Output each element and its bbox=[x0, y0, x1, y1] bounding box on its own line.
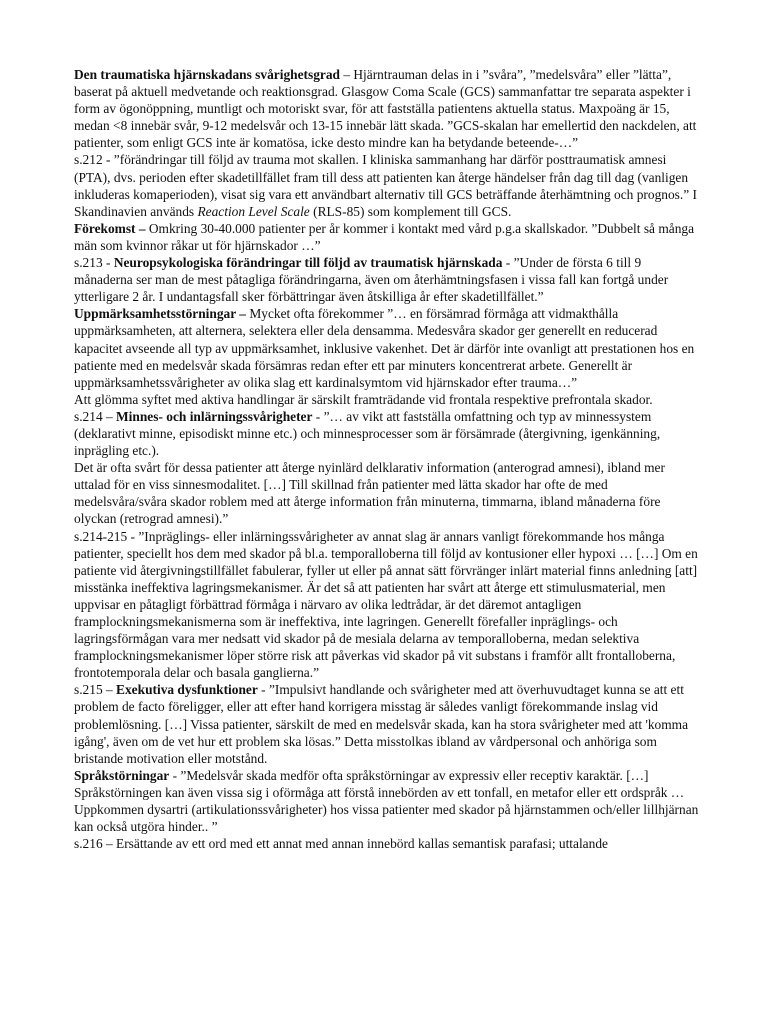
bold-heading-text: Uppmärksamhetsstörningar – bbox=[74, 306, 246, 322]
paragraph-p1 bbox=[74, 66, 699, 151]
paragraph-p8 bbox=[74, 459, 699, 527]
body-text: s.214 – bbox=[74, 408, 117, 424]
paragraph-p6 bbox=[74, 391, 699, 408]
body-text: Det är ofta svårt för dessa patienter att återge nyinlärd delklarativ information (anterograd amnesi), ibland mer uttalad för en viss sinnesmodalitet. […] Till skillnad från patienter med lätta skador har ofte de med medelsvåra/svåra skador roblem med att återge information från minuterna, timmarna, ibland månaderna före olyckan (retrograd amnesi).” bbox=[74, 460, 665, 527]
body-text: Att glömma syftet med aktiva handlingar är särskilt framträdande vid frontala respektive prefrontala skador. bbox=[74, 391, 653, 407]
body-text: - ”Medelsvår skada medför ofta språkstörningar av expressiv eller receptiv karaktär. […] Språkstörningen kan även vissa sig i oförmåga att förstå innebörden av ett tonfall, en metafor eller ett ordspråk … Uppkommen dysartri (artikulationssvårigheter) hos vissa patienter med skador på hjärnstammen och/eller lillhjärnan kan också utgöra hinder.. ” bbox=[74, 767, 699, 835]
paragraph-p7 bbox=[74, 408, 699, 459]
body-text: s.216 – Ersättande av ett ord med ett annat med annan innebörd kallas semantisk parafasi; uttalande bbox=[74, 836, 608, 852]
body-text: s.212 - ”förändringar till följd av trauma mot skallen. I kliniska sammanhang har därför posttraumatisk amnesi (PTA), dvs. perioden efter skadetillfället fram till dess att patienten kan återge händelser från dag till dag (vanligen inkluderas komaperioden), visat sig vara ett användbart alternativ till GCS beträffande återhämtning och prognos.” I Skandinavien används bbox=[74, 152, 697, 219]
body-text: - ”Impulsivt handlande och svårigheter med att överhuvudtaget kunna se att ett problem de facto föreligger, eller att efter hand korrigera misstag är således vanligt förekommande inslag vid problemlösning. […] Vissa patienter, särskilt de med en medelsvår skada, kan ha stora svårigheter med att 'komma igång', även om de vet hur ett problem ska lösas.” Detta misstolkas ibland av vårdpersonal och anhöriga som bristande motivation eller motstånd. bbox=[74, 682, 689, 766]
body-text: s.213 - bbox=[74, 255, 114, 271]
paragraph-p10 bbox=[74, 681, 699, 766]
paragraph-p11 bbox=[74, 767, 699, 835]
body-text: Omkring 30-40.000 patienter per år kommer i kontakt med vård p.g.a skallskador. ”Dubbelt så många män som kvinnor råkar ut för hjärnskador …” bbox=[74, 220, 695, 253]
bold-heading-text: Språkstörningar bbox=[74, 767, 170, 783]
body-text: – Hjärntrauman delas in i ”svåra”, ”medelsvåra” eller ”lätta”, baserat på aktuell medvetande och reaktionsgrad. Glasgow Coma Scale (GCS) sammanfattar tre separata aspekter i form av ögonöppning, muntligt och motoriskt svar, för att fastställa patientens aktuella status. Maxpoäng är 15, medan <8 innebär svår, 9-12 medelsvår och 13-15 innebär lätt skada. ”GCS-skalan har emellertid den nackdelen, att patienter, som enligt GCS inte är komatösa, icke desto mindre kan ha betydande beteende-…” bbox=[74, 67, 697, 151]
document-page bbox=[74, 66, 699, 852]
paragraph-p4 bbox=[74, 254, 699, 305]
bold-heading-text: Förekomst – bbox=[74, 220, 146, 236]
body-text: s.214-215 - ”Inpräglings- eller inlärningssvårigheter av annat slag är annars vanligt förekommande hos många patienter, speciellt hos dem med skador på bl.a. temporalloberna till följd av kontusioner eller hypoxi … […] Om en patiente vid återgivningstillfället fabulerar, fyller ut eller på annat sätt förvränger inlärt material finns anledning [att] misstänka ineffektiva lagringsmekanismer. Är det så att patienten har svårt att återge ett stimulusmaterial, men uppvisar en påtagligt förbättrad förmåga i närvaro av olika ledtrådar, är det däremot antagligen framplockningsmekanismerna som är ineffektiva, inte lagringen. Generellt förefaller inpräglings- och lagringsförmågan vara mer nedsatt vid skador på de mesiala delarna av temporalloberna, medan selektiva framplockningsmekanismer löper större risk att påverkas vid skador på vit substans i framför allt frontalloberna, frontotemporala delar och basala ganglierna.” bbox=[74, 528, 698, 681]
body-text: - ”… av vikt att fastställa omfattning och typ av minnessystem (deklarativt minne, episodiskt minne etc.) och minnesprocesser som är försämrade (återgivning, igenkänning, inprägling etc.). bbox=[74, 408, 661, 459]
body-text: Mycket ofta förekommer ”… en försämrad förmåga att vidmakthålla uppmärksamheten, att alternera, selektera eller dela densamma. Medesvåra skador ger generellt en reducerad kapacitet avseende all typ av uppmärksamhet, inklusive vakenhet. Det är därför inte ovanligt att prestationen hos en patiente med en medelsvår skada försämras redan efter ett par minuters koncentrerat arbete. Generellt är uppmärksamhetssvårigheter av olika slag ett kardinalsymtom vid hjärnskador efter trauma…” bbox=[74, 306, 695, 390]
bold-heading-text: Minnes- och inlärningssvårigheter bbox=[116, 408, 313, 424]
body-text: s.215 – bbox=[74, 682, 117, 698]
paragraph-p9 bbox=[74, 528, 699, 682]
paragraph-p3 bbox=[74, 220, 699, 254]
paragraph-p12 bbox=[74, 835, 699, 852]
paragraph-p2 bbox=[74, 151, 699, 219]
body-text: (RLS-85) som komplement till GCS. bbox=[309, 203, 512, 219]
bold-heading-text: Exekutiva dysfunktioner bbox=[116, 682, 258, 698]
italic-text: Reaction Level Scale bbox=[197, 203, 310, 219]
paragraph-p5 bbox=[74, 305, 699, 390]
bold-heading-text: Neuropsykologiska förändringar till följd av traumatisk hjärnskada bbox=[113, 255, 503, 271]
bold-heading-text: Den traumatiska hjärnskadans svårighetsgrad bbox=[74, 67, 340, 82]
body-text: - ”Under de första 6 till 9 månaderna ser man de mest påtagliga förändringarna, även om återhämtningsfasen i vissa fall kan fortgå under ytterligare 2 år. I undantagsfall sker förbättringar även åtskilliga år efter skadetillfället.” bbox=[74, 255, 669, 305]
